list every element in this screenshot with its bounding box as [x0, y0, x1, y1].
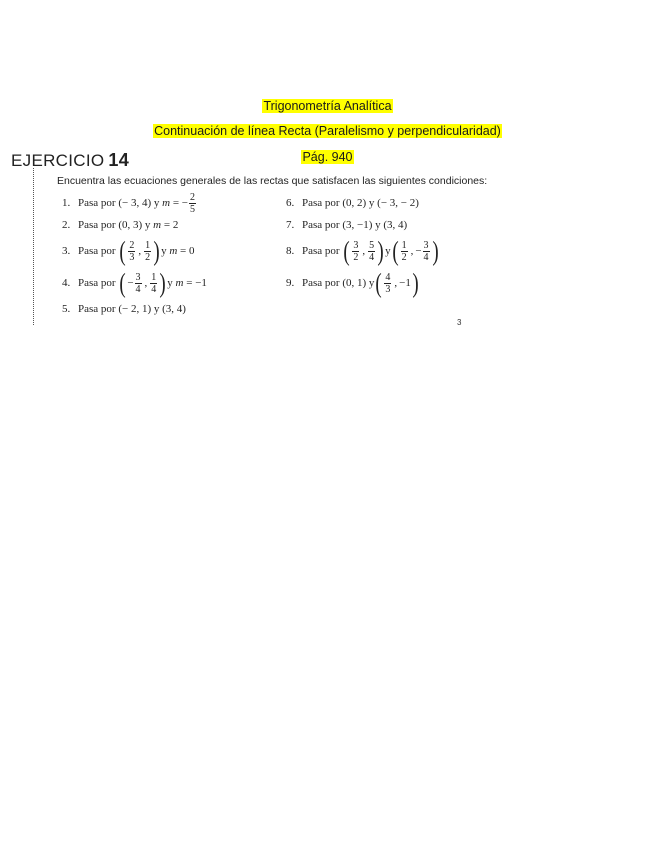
right-paren: ): [431, 235, 439, 266]
fraction: $\frac{5}{4}$: [369, 239, 375, 263]
problem-5: 5. Pasa por (− 2, 1) y (3, 4): [62, 303, 186, 315]
left-paren: (: [343, 235, 350, 266]
problem-3: 3. Pasa por ( $\frac{2}{3}$ , $\frac{1}{2}$ ) y m = 0: [62, 235, 195, 266]
problem-4: 4. Pasa por ( − $\frac{3}{4}$ , $\frac{1}{4}$ ) y m = −1: [62, 267, 207, 298]
fraction: $\frac{1}{2}$: [401, 239, 407, 263]
fraction: $\frac{4}{3}$: [385, 271, 391, 295]
left-paren: (: [119, 267, 126, 298]
dotted-margin-line: [33, 168, 34, 325]
exercise-intro: Encuentra las ecuaciones generales de las rectas que satisfacen las siguientes condiciones:: [57, 175, 488, 187]
exercise-title: [11, 150, 129, 171]
exercise-number: 14: [108, 150, 130, 170]
right-paren: ): [377, 235, 384, 266]
left-paren: (: [119, 235, 126, 266]
fraction: $\frac{1}{2}$: [145, 239, 151, 263]
left-paren: (: [391, 235, 399, 266]
problem-2: 2. Pasa por (0, 3) y m = 2: [62, 219, 179, 231]
problem-6: 6. Pasa por (0, 2) y (− 3, − 2): [286, 197, 419, 209]
fraction: $\frac{3}{4}$: [423, 239, 429, 263]
problem-1: 1. Pasa por (− 3, 4) y m = − $\frac{2}{5}$: [62, 191, 195, 215]
exercise-label: EJERCICIO: [11, 151, 105, 170]
problem-8: 8. Pasa por ( $\frac{3}{2}$ , $\frac{5}{4}$ ) y ( $\frac{1}{2}$ , − $\frac{3}{4}$ ): [286, 235, 439, 266]
fraction: $\frac{3}{2}$: [353, 239, 359, 263]
fraction: $\frac{1}{4}$: [151, 271, 157, 295]
right-paren: ): [159, 267, 166, 298]
fraction: $\frac{2}{5}$: [189, 191, 195, 215]
header-title: Trigonometría Analítica: [263, 99, 392, 113]
fraction: $\frac{2}{3}$: [129, 239, 135, 263]
left-paren: (: [375, 267, 383, 298]
right-paren: ): [412, 267, 419, 298]
right-paren: ): [153, 235, 160, 266]
problem-7: 7. Pasa por (3, −1) y (3, 4): [286, 219, 408, 231]
fraction: $\frac{3}{4}$: [135, 271, 141, 295]
page-marker: 3: [457, 318, 462, 327]
header-page: Pág. 940: [302, 150, 353, 164]
header-subtitle: Continuación de línea Recta (Paralelismo y perpendicularidad): [154, 124, 501, 138]
problem-9: 9. Pasa por (0, 1) y ( $\frac{4}{3}$ , −1 ): [286, 267, 419, 298]
